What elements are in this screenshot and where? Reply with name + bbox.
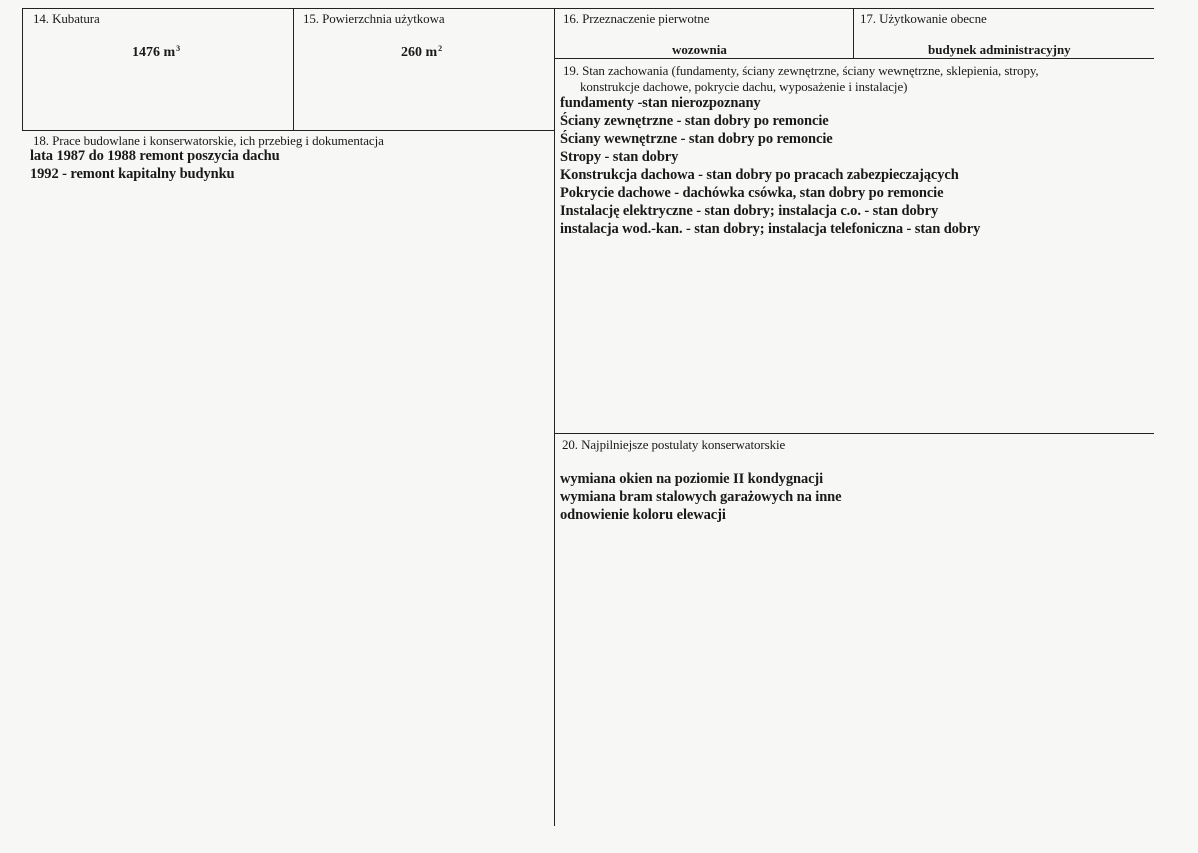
field-18-line: 1992 - remont kapitalny budynku	[30, 166, 235, 182]
field-18-content	[30, 147, 280, 183]
field-20-line: odnowienie koloru elewacji	[560, 507, 726, 523]
line-above-20	[554, 433, 1154, 434]
left-border-line	[22, 8, 23, 130]
field-19-line: Konstrukcja dachowa - stan dobry po pracach zabezpieczających	[560, 167, 959, 183]
field-19-content	[560, 94, 980, 238]
field-15-label: 15. Powierzchnia użytkowa	[303, 11, 445, 26]
field-19-line: Pokrycie dachowe - dachówka csówka, stan dobry po remoncie	[560, 185, 944, 201]
field-20-content	[560, 470, 841, 524]
field-19-line: Ściany wewnętrzne - stan dobry po remoncie	[560, 131, 833, 147]
field-20-label: 20. Najpilniejsze postulaty konserwatorskie	[562, 437, 786, 452]
field-17-label: 17. Użytkowanie obecne	[860, 11, 987, 26]
field-14-unit-sup: 3	[176, 44, 181, 53]
divider-14-15	[293, 8, 294, 130]
field-19-line: Ściany zewnętrzne - stan dobry po remoncie	[560, 113, 829, 129]
field-19-label-line2: konstrukcje dachowe, pokrycie dachu, wyposażenie i instalacje)	[580, 79, 908, 94]
field-18-line: lata 1987 do 1988 remont poszycia dachu	[30, 148, 280, 164]
field-15-unit-sup: 2	[438, 44, 443, 53]
divider-16-17	[853, 8, 854, 58]
field-14-label: 14. Kubatura	[33, 11, 100, 26]
field-16-label: 16. Przeznaczenie pierwotne	[563, 11, 710, 26]
field-18-label: 18. Prace budowlane i konserwatorskie, ich przebieg i dokumentacja	[33, 133, 384, 148]
field-19-line: Stropy - stan dobry	[560, 149, 679, 165]
top-border-line	[22, 8, 1154, 9]
field-19-line: instalacja wod.-kan. - stan dobry; instalacja telefoniczna - stan dobry	[560, 221, 981, 237]
field-20-line: wymiana okien na poziomie II kondygnacji	[560, 471, 824, 487]
field-15-number: 260 m	[401, 45, 438, 60]
field-14-number: 1476 m	[132, 45, 176, 60]
line-under-16-17	[554, 58, 1154, 59]
field-15-value	[401, 44, 442, 61]
field-19-label-line1: 19. Stan zachowania (fundamenty, ściany zewnętrzne, ściany wewnętrzne, sklepienia, stropy,	[563, 63, 1039, 78]
field-17-value: budynek administracyjny	[928, 42, 1071, 57]
field-14-value	[132, 44, 180, 61]
field-19-line: Instalację elektryczne - stan dobry; instalacja c.o. - stan dobry	[560, 203, 939, 219]
line-above-18	[22, 130, 554, 131]
divider-15-16	[554, 8, 555, 826]
field-19-line: fundamenty -stan nierozpoznany	[560, 95, 761, 111]
field-16-value: wozownia	[672, 42, 727, 57]
field-20-line: wymiana bram stalowych garażowych na inne	[560, 489, 842, 505]
